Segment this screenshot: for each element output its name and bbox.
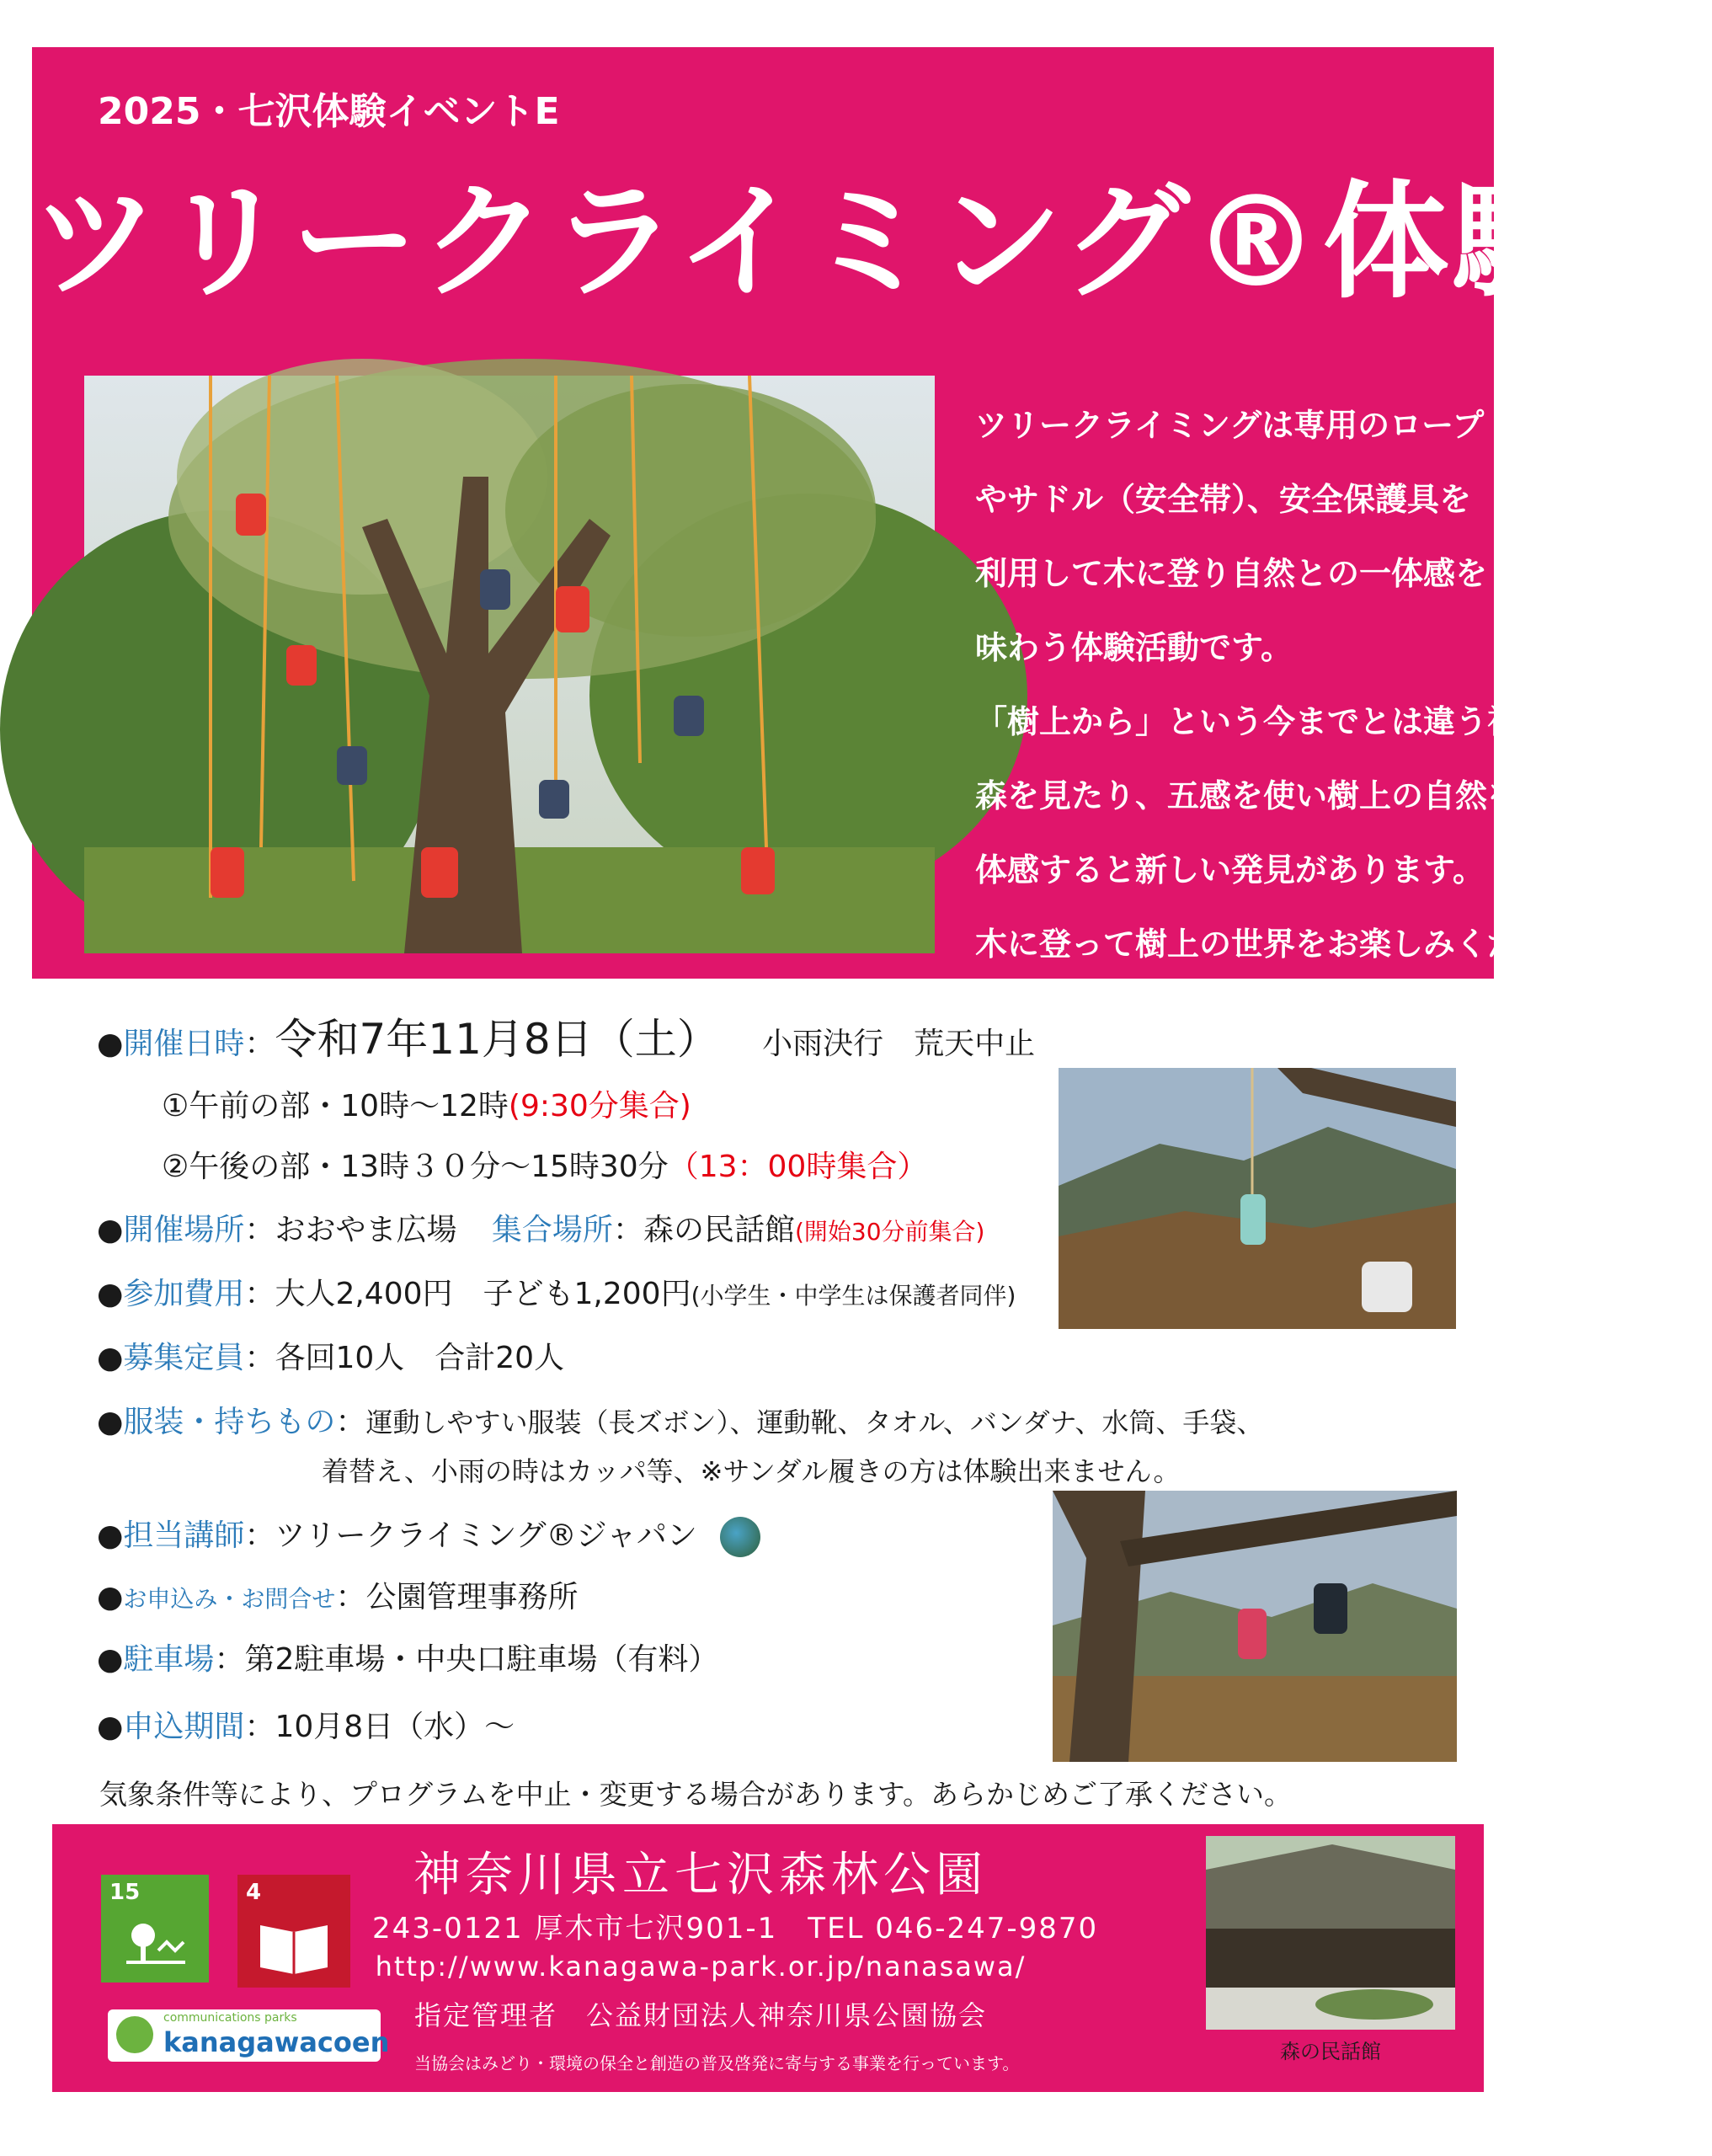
sdg-4-icon — [237, 1875, 350, 1988]
footer-footnote: 当協会はみどり・環境の保全と創造の普及啓発に寄与する事業を行っています。 — [414, 2053, 1020, 2073]
description-line: 木に登って樹上の世界をお楽しみください — [975, 926, 1584, 963]
detail-venue — [97, 1206, 984, 1249]
separator: ： — [244, 1341, 275, 1375]
detail-label: 服装・持ちもの — [123, 1405, 336, 1439]
header-banner — [32, 47, 1712, 979]
logo-wordmark: kanagawacoen — [163, 2026, 390, 2058]
park-name: 神奈川県立七沢森林公園 — [413, 1848, 988, 1903]
meeting-place: 森の民話館 — [643, 1213, 795, 1247]
separator: ： — [244, 1518, 275, 1553]
detail-contact — [97, 1573, 578, 1616]
page-title: ツリークライミング®体験会 — [32, 169, 1712, 316]
detail-label: 参加費用 — [123, 1277, 245, 1311]
separator: ： — [335, 1580, 366, 1614]
capacity-value: 各回10人 合計20人 — [275, 1341, 565, 1375]
park-url[interactable]: http://www.kanagawa-park.or.jp/nanasawa/ — [375, 1951, 1027, 1983]
event-date: 令和7年11月8日（土） — [275, 1015, 719, 1064]
instructor-value: ツリークライミング®ジャパン — [275, 1518, 697, 1553]
detail-label: 駐車場 — [123, 1642, 215, 1677]
session-time: ①午前の部・10時～12時 — [162, 1089, 509, 1123]
bullet: ● — [97, 1027, 124, 1061]
detail-label: 担当講師 — [123, 1518, 245, 1553]
bullet: ● — [97, 1642, 124, 1677]
event-subtitle: 2025・七沢体験イベントE — [98, 90, 560, 133]
description-line: 味わう体験活動です。 — [975, 629, 1293, 666]
detail-label: 集合場所 — [491, 1213, 613, 1247]
weather-notice: 気象条件等により、プログラムを中止・変更する場合があります。あらかじめご了承ください。 — [99, 1778, 1293, 1811]
description-line: やサドル（安全帯）、安全保護具を — [975, 481, 1472, 518]
contact-value: 公園管理事務所 — [365, 1580, 579, 1614]
bullet: ● — [97, 1710, 124, 1744]
photo-caption: 森の民話館 — [1280, 2040, 1381, 2063]
separator: ： — [244, 1027, 275, 1061]
coen-mark-icon — [116, 2016, 153, 2053]
separator: ： — [244, 1213, 275, 1247]
logo-tagline: communications parks — [163, 2011, 297, 2025]
park-address: 243-0121 厚木市七沢901-1 TEL 046-247-9870 — [372, 1912, 1099, 1945]
detail-period — [97, 1703, 515, 1746]
fee-note: (小学生・中学生は保護者同伴) — [691, 1282, 1016, 1310]
footer-banner — [52, 1824, 1484, 2092]
bullet: ● — [97, 1518, 124, 1553]
description-line: 森を見たり、五感を使い樹上の自然を — [975, 777, 1520, 814]
description-line: 「樹上から」という今までとは違う視点で — [975, 703, 1584, 740]
park-manager: 指定管理者 公益財団法人神奈川県公園協会 — [413, 1999, 987, 2031]
tree-climbing-photo — [84, 376, 935, 953]
climbers-tree-photo — [1053, 1491, 1457, 1762]
globe-logo-icon — [720, 1517, 760, 1557]
detail-label: 申込期間 — [123, 1710, 245, 1744]
meeting-note: (開始30分前集合) — [794, 1218, 985, 1246]
bullet: ● — [97, 1213, 124, 1247]
fee-value: 大人2,400円 子ども1,200円 — [275, 1277, 691, 1311]
clothing-value-line2: 着替え、小雨の時はカッパ等、※サンダル履きの方は体験出来ません。 — [322, 1455, 1181, 1487]
session-time: ②午後の部・13時３０分～15時30分 — [162, 1150, 669, 1184]
separator: ： — [214, 1642, 245, 1677]
detail-label: お申込み・お問合せ — [123, 1585, 336, 1613]
bullet: ● — [97, 1405, 124, 1439]
bullet: ● — [97, 1580, 124, 1614]
sdg-number: 4 — [246, 1880, 262, 1905]
detail-capacity — [97, 1334, 564, 1377]
session-morning — [162, 1082, 691, 1125]
description-line: ツリークライミングは専用のロープ — [975, 407, 1485, 444]
description-line: 体感すると新しい発見があります。 — [975, 851, 1485, 889]
detail-clothing — [97, 1398, 1263, 1441]
detail-parking — [97, 1636, 718, 1678]
detail-label: 開催日時 — [123, 1027, 245, 1061]
detail-label: 募集定員 — [123, 1341, 245, 1375]
sdg-15-icon — [101, 1875, 209, 1983]
event-description — [975, 388, 1584, 981]
bullet: ● — [97, 1277, 124, 1311]
climber-mountain-photo — [1059, 1068, 1456, 1329]
weather-note: 小雨決行 荒天中止 — [762, 1027, 1036, 1061]
sdg-number: 15 — [109, 1880, 141, 1905]
kanagawa-coen-logo — [108, 2009, 390, 2062]
detail-label: 開催場所 — [123, 1213, 245, 1247]
separator: ： — [244, 1710, 275, 1744]
detail-instructor — [97, 1512, 760, 1557]
gather-time: （13：00時集合） — [668, 1150, 928, 1184]
separator: ： — [244, 1277, 275, 1311]
folk-tale-hall-photo — [1206, 1836, 1455, 2030]
clothing-value: 運動しやすい服装（長ズボン）、運動靴、タオル、バンダナ、水筒、手袋、 — [365, 1406, 1264, 1438]
separator: ： — [335, 1405, 366, 1439]
detail-date — [97, 1006, 1035, 1066]
separator: ： — [612, 1213, 643, 1247]
detail-fee — [97, 1270, 1016, 1313]
venue-value: おおやま広場 — [275, 1213, 457, 1247]
parking-value: 第2駐車場・中央口駐車場（有料） — [244, 1642, 719, 1677]
session-afternoon — [162, 1143, 927, 1186]
description-line: 利用して木に登り自然との一体感を — [975, 555, 1488, 592]
period-value: 10月8日（水）～ — [275, 1710, 515, 1744]
gather-time: (9:30分集合) — [508, 1089, 691, 1123]
bullet: ● — [97, 1341, 124, 1375]
